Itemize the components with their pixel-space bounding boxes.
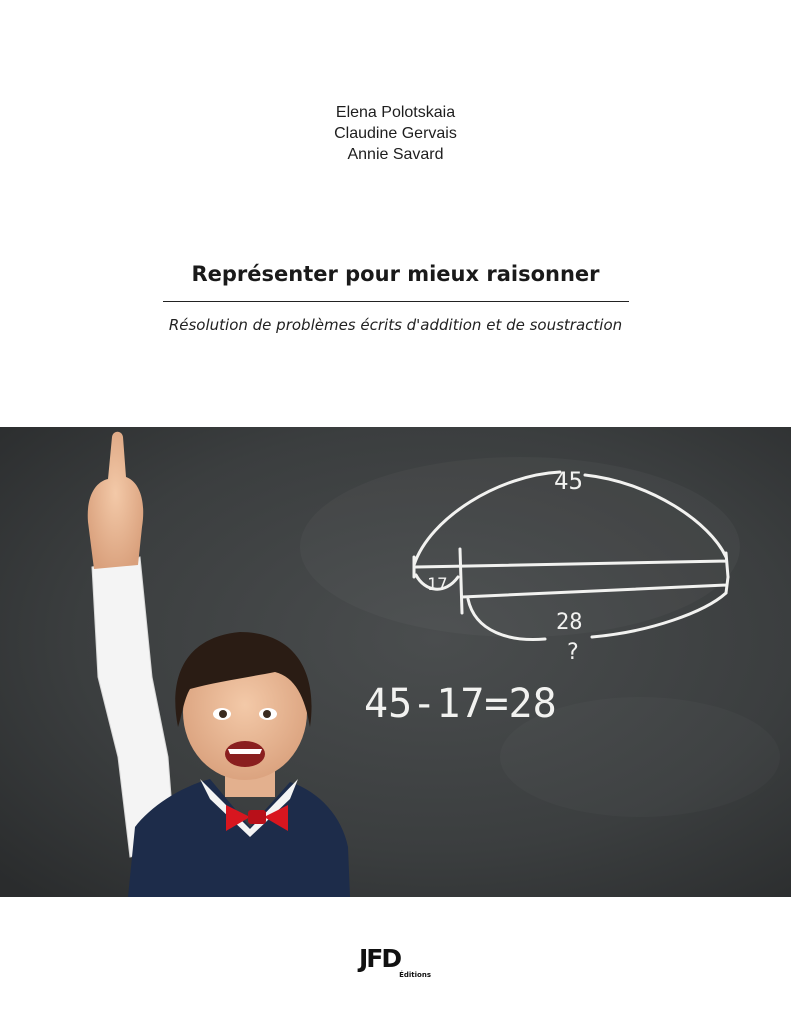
authors-block (0, 102, 791, 165)
title-divider (163, 301, 629, 302)
publisher-logo (359, 946, 433, 982)
divider-tick (460, 549, 462, 613)
bow-tie-knot (248, 810, 266, 824)
author-name: Annie Savard (347, 146, 444, 163)
book-title: Représenter pour mieux raisonner (191, 262, 600, 286)
chalk-smudge (300, 457, 740, 637)
cover-photo (0, 427, 791, 897)
chalkboard-illustration (0, 427, 791, 897)
teeth (228, 749, 262, 754)
label-part-unknown: 28 (556, 610, 583, 635)
book-subtitle: Résolution de problèmes écrits d'addition et de soustraction (168, 316, 623, 334)
left-pupil (219, 710, 227, 718)
label-question-mark: ? (566, 640, 580, 665)
label-total: 45 (554, 467, 583, 495)
publisher-logo-subtext: Éditions (399, 971, 431, 979)
author-name: Elena Polotskaia (335, 104, 456, 121)
author-name: Claudine Gervais (334, 125, 457, 142)
right-pupil (263, 710, 271, 718)
publisher-logo-text: JFD (359, 944, 401, 973)
label-part-known: 17 (427, 575, 448, 595)
chalk-equation: 45-17=28 (364, 681, 557, 727)
